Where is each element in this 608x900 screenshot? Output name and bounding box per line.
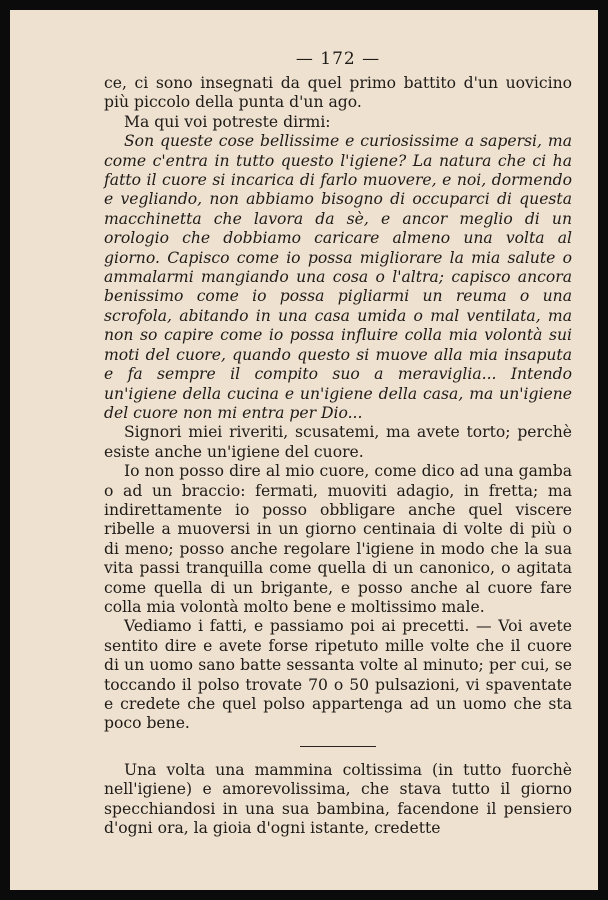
paragraph-objection-intro: Ma qui voi potreste dirmi: (124, 112, 331, 131)
paragraph-reply: Signori miei riveriti, scusatemi, ma avete torto; perchè esiste anche un'igiene del cuore. (104, 423, 572, 461)
paragraph-pulse-facts: Vediamo i fatti, e passiamo poi ai precetti. — Voi avete sentito dire e avete forse ripetuto mille volte che il cuore di un uomo sano batte sessanta volte al minuto; per cui, se toccando il polso trovate 70 o 50 pulsazioni, vi spaventate e credete che quel polso appartenga ad un uomo che sta poco bene. (104, 617, 572, 733)
paragraph-heart-regulation: Io non posso dire al mio cuore, come dico ad una gamba o ad un braccio: fermati, muoviti adagio, in fretta; ma indirettamente io posso obbligare anche quel viscere ribelle a muoversi in un giorno centinaia di volte di più o di meno; posso anche regolare l'igiene in modo che la sua vita passi tranquilla come quella di un canonico, o agitata come quella di un brigante, e posso anche al cuore fare colla mia volontà molto bene e moltissimo male. (104, 462, 572, 616)
page-number: — 172 — (295, 49, 381, 69)
page-text (104, 48, 572, 838)
paragraph-anecdote: Una volta una mammina coltissima (in tutto fuorchè nell'igiene) e amorevolissima, che stava tutto il giorno specchiandosi in una sua bambina, facendone il pensiero d'ogni ora, la gioia d'ogni istante, credette (104, 760, 572, 838)
section-separator (300, 746, 376, 747)
book-page (10, 10, 598, 890)
paragraph-continuation: ce, ci sono insegnati da quel primo battito d'un uovicino più piccolo della punta d'un ago. (104, 74, 572, 112)
paragraph-objection-quote: Son queste cose bellissime e curiosissime a sapersi, ma come c'entra in tutto questo l'igiene? La natura che ci ha fatto il cuore si incarica di farlo muovere, e noi, dormendo e vegliando, non abbiamo bisogno di occuparci di questa macchinetta che lavora da sè, e ancor meglio di un orologio che dobbiamo caricare almeno una volta al giorno. Capisco come io possa migliorare la mia salute o ammalarmi mangiando una cosa o l'altra; capisco ancora benissimo come io possa pigliarmi un reuma o una scrofola, abitando in una casa umida o mal ventilata, ma non so capire come io possa influire colla mia volontà sui moti del cuore, quando questo si muove alla mia insaputa e fa sempre il compito suo a meraviglia... Intendo un'igiene della cucina e un'igiene della casa, ma un'igiene del cuore non mi entra per Dio... (104, 132, 572, 422)
